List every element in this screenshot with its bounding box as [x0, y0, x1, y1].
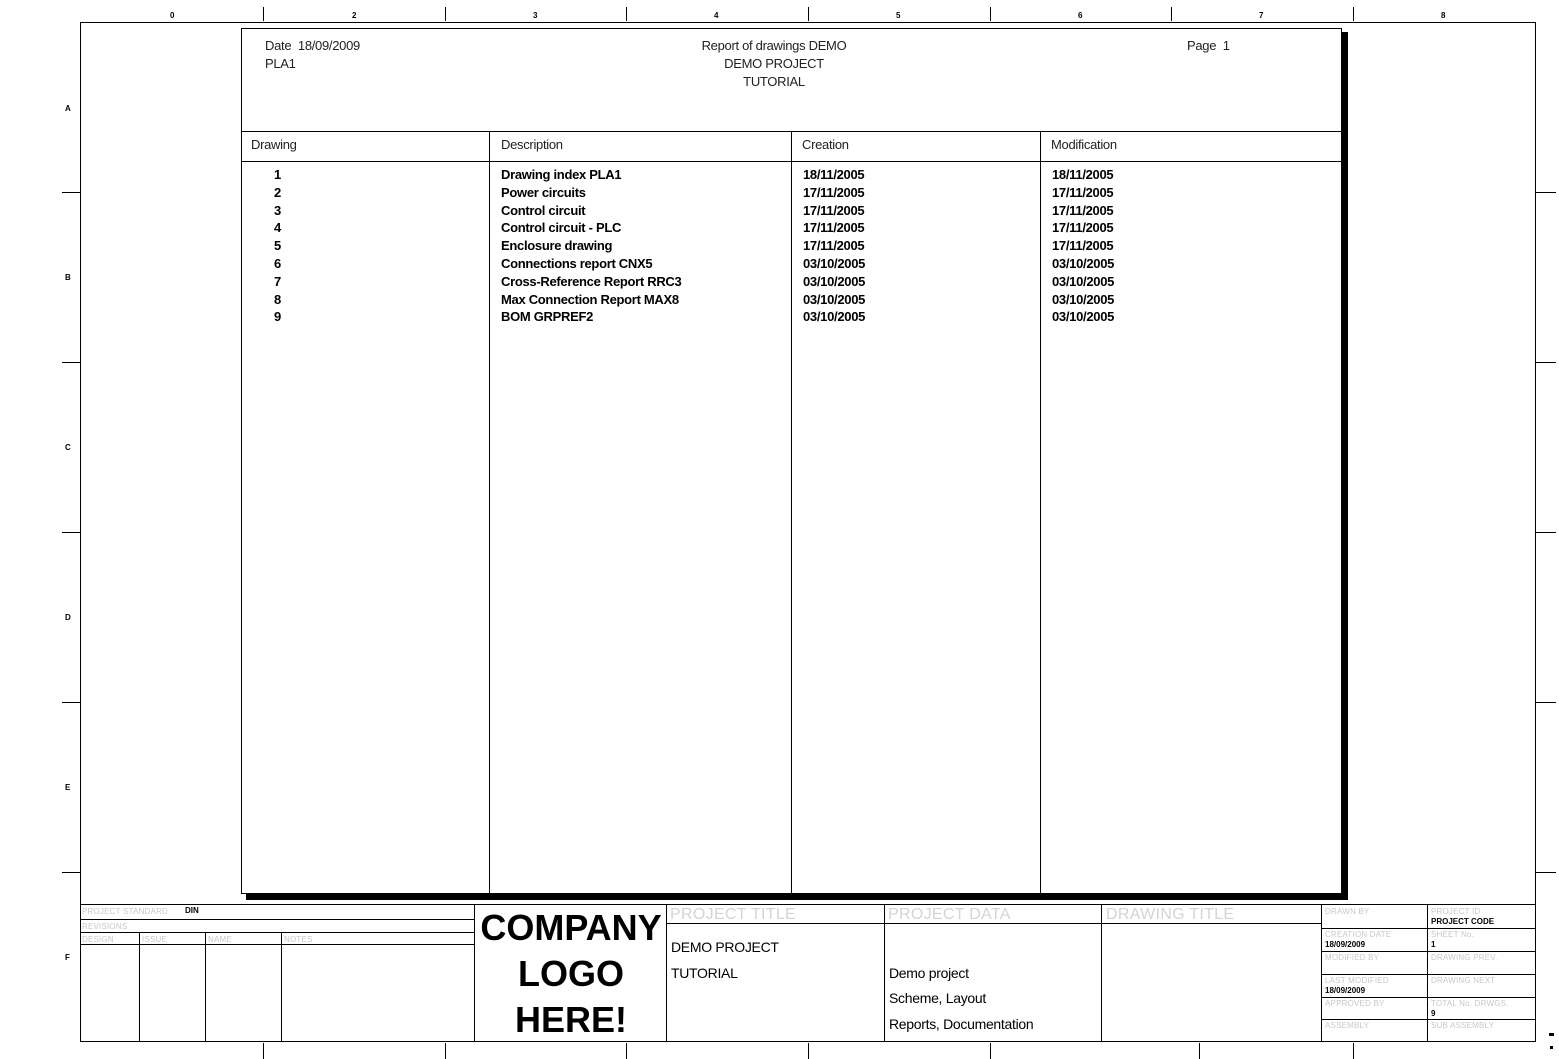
project-data-line: Scheme, Layout — [889, 990, 986, 1006]
page-label: Page — [1187, 38, 1217, 53]
report-date — [265, 38, 360, 53]
project-title-line: DEMO PROJECT — [671, 939, 779, 955]
column-divider — [489, 131, 490, 894]
cell-modification: 17/11/2005 — [1052, 202, 1114, 218]
cell-creation: 03/10/2005 — [803, 256, 866, 271]
cell-description: Enclosure drawing — [501, 238, 613, 254]
grid-col-label: 7 — [1259, 11, 1264, 20]
grid-col-label: 3 — [533, 11, 538, 20]
cell-drawing: 6 — [274, 256, 281, 271]
cell-modification: 03/10/2005 — [1052, 309, 1115, 325]
cell-creation: 17/11/2005 — [803, 184, 865, 200]
cell-drawing: 1 — [274, 167, 281, 182]
column-divider — [791, 131, 792, 894]
date-label: Date — [265, 38, 292, 53]
project-standard-value: DIN — [185, 906, 199, 915]
cell-drawing: 7 — [274, 273, 281, 289]
project-data-line: Reports, Documentation — [889, 1016, 1034, 1032]
cell-description: Control circuit - PLC — [501, 220, 622, 236]
revision-col-design: DESIGN — [82, 935, 114, 944]
last-modified-value: 18/09/2009 — [1325, 986, 1366, 995]
report-shadow — [1342, 32, 1348, 898]
page-number: 1 — [1222, 38, 1230, 53]
cell-description: Control circuit — [501, 202, 586, 218]
grid-row-label: A — [65, 104, 71, 113]
column-header-description: Description — [501, 137, 563, 152]
report-title: Report of drawings DEMO — [701, 38, 847, 53]
cell-drawing: 2 — [274, 184, 281, 200]
cell-modification: 03/10/2005 — [1052, 256, 1115, 271]
cell-description: Power circuits — [501, 184, 586, 200]
revision-col-name: NAME — [208, 935, 232, 944]
project-code-value: PROJECT CODE — [1431, 917, 1495, 926]
approved-by-label: APPROVED BY — [1325, 999, 1385, 1008]
sub-assembly-label: SUB ASSEMBLY — [1431, 1021, 1495, 1030]
project-data-label: PROJECT DATA — [888, 906, 1011, 923]
drawing-prev-label: DRAWING PREV. — [1431, 953, 1498, 962]
project-title-label: PROJECT TITLE — [670, 906, 797, 923]
grid-col-label: 5 — [896, 11, 901, 20]
column-header-creation: Creation — [802, 137, 849, 152]
plan-code: PLA1 — [265, 56, 296, 71]
company-logo-placeholder — [476, 905, 666, 1043]
sheet-number-value: 1 — [1431, 940, 1436, 949]
cell-drawing: 8 — [274, 291, 281, 307]
cell-modification: 18/11/2005 — [1052, 167, 1114, 182]
revisions-label: REVISIONS — [82, 922, 128, 931]
grid-col-label: 4 — [714, 11, 719, 20]
cell-creation: 17/11/2005 — [803, 220, 865, 236]
cell-creation: 17/11/2005 — [803, 238, 865, 254]
cell-creation: 18/11/2005 — [803, 167, 865, 182]
cell-description: Max Connection Report MAX8 — [501, 291, 679, 307]
last-modified-label: LAST MODIFIED — [1325, 976, 1389, 985]
logo-line: LOGO — [518, 953, 624, 994]
cell-creation: 17/11/2005 — [803, 202, 865, 218]
cell-modification: 17/11/2005 — [1052, 184, 1114, 200]
revision-col-notes: NOTES — [284, 935, 313, 944]
cell-description: Connections report CNX5 — [501, 256, 653, 271]
grid-col-label: 0 — [170, 11, 175, 20]
corner-mark — [1550, 1046, 1553, 1049]
cell-creation: 03/10/2005 — [803, 291, 866, 307]
cell-drawing: 4 — [274, 220, 281, 236]
cell-modification: 17/11/2005 — [1052, 238, 1114, 254]
logo-line: HERE! — [514, 999, 627, 1040]
project-standard-label: PROJECT STANDARD — [82, 907, 169, 916]
cell-modification: 17/11/2005 — [1052, 220, 1114, 236]
grid-col-label: 8 — [1441, 11, 1446, 20]
cell-description: Cross-Reference Report RRC3 — [501, 273, 682, 289]
cell-description: BOM GRPREF2 — [501, 309, 594, 325]
cell-description: Drawing index PLA1 — [501, 167, 622, 182]
drawn-by-label: DRAWN BY — [1325, 907, 1370, 916]
drawing-title-label: DRAWING TITLE — [1106, 906, 1235, 923]
corner-mark — [1549, 1033, 1554, 1036]
column-header-modification: Modification — [1051, 137, 1117, 152]
drawing-next-label: DRAWING NEXT — [1431, 976, 1496, 985]
creation-date-value: 18/09/2009 — [1325, 940, 1366, 949]
grid-row-label: D — [65, 613, 71, 622]
report-subtitle: TUTORIAL — [743, 74, 805, 89]
logo-line: COMPANY — [480, 907, 662, 948]
cell-modification: 03/10/2005 — [1052, 273, 1115, 289]
project-data-line: Demo project — [889, 965, 969, 981]
cell-drawing: 5 — [274, 238, 281, 254]
cell-drawing: 9 — [274, 309, 281, 325]
total-drawings-label: TOTAL No. DRWGS. — [1431, 999, 1509, 1008]
creation-date-label: CREATION DATE — [1325, 930, 1392, 939]
assembly-label: ASSEMBLY — [1325, 1021, 1370, 1030]
page-indicator — [1187, 38, 1230, 53]
project-id-label: PROJECT ID — [1431, 907, 1481, 916]
grid-row-label: E — [65, 783, 71, 792]
grid-row-label: B — [65, 273, 71, 282]
column-header-drawing: Drawing — [251, 137, 297, 152]
grid-col-label: 2 — [352, 11, 357, 20]
grid-row-label: F — [65, 953, 70, 962]
total-drawings-value: 9 — [1431, 1009, 1436, 1018]
grid-col-label: 6 — [1078, 11, 1083, 20]
date-value: 18/09/2009 — [297, 38, 360, 53]
report-project: DEMO PROJECT — [724, 56, 824, 71]
cell-creation: 03/10/2005 — [803, 273, 866, 289]
grid-row-label: C — [65, 443, 71, 452]
cell-drawing: 3 — [274, 202, 281, 218]
cell-modification: 03/10/2005 — [1052, 291, 1115, 307]
modified-by-label: MODIFIED BY — [1325, 953, 1380, 962]
project-title-line: TUTORIAL — [671, 965, 738, 981]
column-divider — [1040, 131, 1041, 894]
report-shadow — [246, 894, 1348, 900]
revision-col-issue: ISSUE — [142, 935, 168, 944]
cell-creation: 03/10/2005 — [803, 309, 866, 325]
sheet-number-label: SHEET No. — [1431, 930, 1474, 939]
